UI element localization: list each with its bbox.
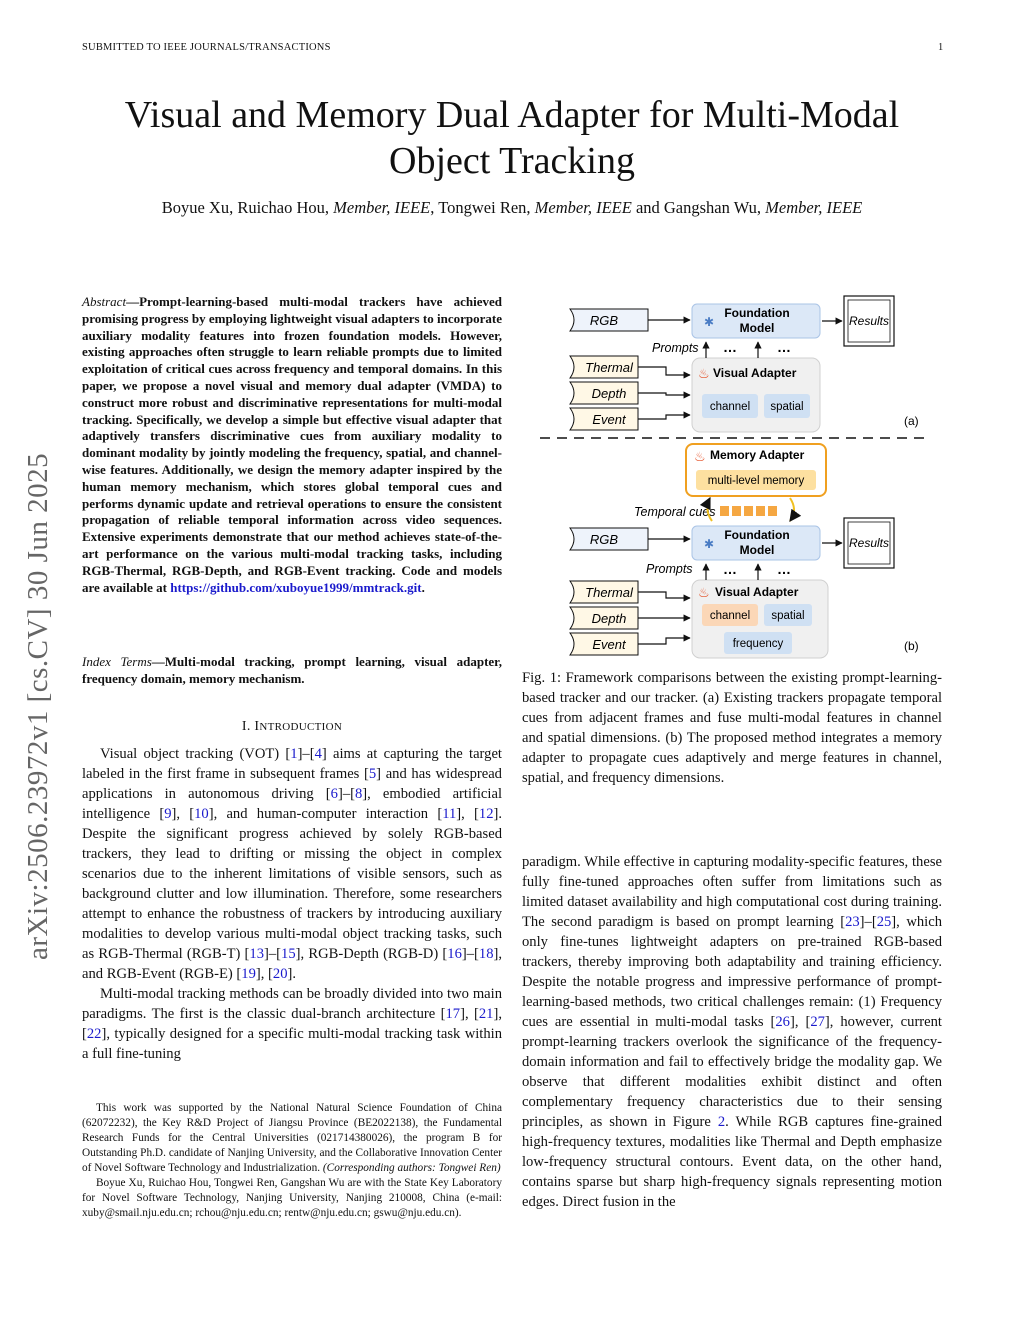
title-line-1: Visual and Memory Dual Adapter for Multi-Modal [124,94,900,136]
foundation-model-label: Model [739,543,775,557]
citation-link[interactable]: 27 [810,1014,825,1030]
abstract [82,294,502,596]
citation-link[interactable]: 17 [445,1006,461,1022]
ellipsis: … [777,339,791,355]
citation-link[interactable]: 16 [447,946,462,962]
corresponding-authors: (Corresponding authors: Tongwei Ren) [322,1162,501,1174]
figure-reference-link[interactable]: 2 [717,1114,726,1130]
index-terms [82,654,502,688]
intro-paragraph: Multi-modal tracking methods can be broadly divided into two main paradigms. The first is the classic dual-branch architecture [17], [21], [22], typically designed for a specific multi-modal tracking task within a full fine-tuning [82,986,502,1062]
multi-level-memory-label: multi-level memory [707,475,805,487]
abstract-end: . [421,579,425,595]
running-header: SUBMITTED TO IEEE JOURNALS/TRANSACTIONS [82,42,331,53]
temporal-cue-tokens [720,506,777,516]
citation-link[interactable]: 12 [478,806,494,822]
prompts-label: Prompts [646,562,693,576]
ellipsis: … [723,561,737,577]
citation-link[interactable]: 23 [845,914,860,930]
authors-text: and Gangshan Wu, [631,198,766,217]
citation-link[interactable]: 22 [86,1026,102,1042]
intro-left-column [82,744,502,1064]
label-b: (b) [904,639,919,653]
figure-caption: Fig. 1: Framework comparisons between the existing prompt-learning-based tracker and our tracker. (a) Existing trackers propagate temporal cues from adjacent frames and fuse multi-modal features in channel and spatial dimensions. (b) The proposed method integrates a memory adapter to propagate cues adaptively and merge features in channel, spatial, and frequency dimensions. [522,670,942,786]
footnote [82,1101,502,1221]
affiliation-note: Boyue Xu, Ruichao Hou, Tongwei Ren, Gangshan Wu are with the State Key Laboratory for Novel Software Technology, Nanjing University, Nanjing 210008, China (e-mail: xuby@smail.nju.edu.cn; rchou@nju.edu.cn; rentw@nju.edu.cn; gswu@nju.edu.cn). [82,1177,502,1219]
citation-link[interactable]: 9 [164,806,172,822]
citation-link[interactable]: 4 [314,746,322,762]
title-line-2: Object Tracking [389,140,635,182]
frequency-label: frequency [732,638,784,650]
ellipsis: … [777,561,791,577]
input-thermal-label: Thermal [585,585,633,600]
results-label: Results [848,536,890,550]
section-number: I. [241,719,255,734]
citation-link[interactable]: 21 [478,1006,494,1022]
index-terms-text: —Multi-modal tracking, prompt learning, visual adapter, frequency domain, memory mechanism. [82,654,502,686]
input-depth-label: Depth [591,386,627,401]
spatial-label: spatial [771,610,805,622]
label-a: (a) [904,414,919,428]
input-event-label: Event [592,412,626,427]
input-rgb-label: RGB [589,313,619,328]
citation-link[interactable]: 20 [272,966,288,982]
authors-text: , Tongwei Ren, [430,198,535,217]
visual-adapter-label: Visual Adapter [713,366,797,380]
ellipsis: … [723,339,737,355]
results-label: Results [848,314,890,328]
flame-icon: ♨ [694,449,706,464]
membership: Member, IEEE [765,198,863,217]
citation-link[interactable]: 8 [355,786,363,802]
snowflake-icon: ✱ [704,315,715,329]
flame-icon: ♨ [698,366,710,381]
author-line [60,198,964,218]
membership: Member, IEEE [333,198,431,217]
visual-adapter-label: Visual Adapter [715,585,799,599]
citation-link[interactable]: 26 [775,1014,790,1030]
arxiv-stamp: arXiv:2506.23972v1 [cs.CV] 30 Jun 2025 [22,452,54,960]
section-initial: I [254,719,260,734]
channel-label: channel [709,401,751,413]
snowflake-icon: ✱ [704,537,715,551]
channel-label: channel [709,610,751,622]
input-event-label: Event [592,637,626,652]
page-number: 1 [938,42,944,53]
input-rgb-label: RGB [589,532,619,547]
citation-link[interactable]: 10 [194,806,209,822]
membership: Member, IEEE [534,198,632,217]
abstract-label: Abstract [82,294,127,309]
authors-text: Boyue Xu, Ruichao Hou, [161,198,334,217]
code-link[interactable]: https://github.com/xuboyue1999/mmtrack.git [170,579,422,595]
intro-right-column: paradigm. While effective in capturing modality-specific features, these fully fine-tuned approaches often suffer from limitations such as limited dataset availability and high computational cost during training. The second paradigm is based on prompt learning [23]–[25], which only fine-tunes lightweight adapters on pre-trained RGB-based trackers, thereby improving both adaptability and training efficiency. Despite the notable progress and impressive performance of prompt-learning-based methods, two critical challenges remain: (1) Frequency cues are essential in multi-modal tasks [26], [27], however, current prompt-learning trackers overlook the significance of the frequency-domain information and fail to effectively bridge the modality gap. We observe that different modalities exhibit distinct and often complementary frequency characteristics due to their sensing principles, as shown in Figure 2. While RGB captures fine-grained high-frequency textures, modalities like Thermal and Depth emphasize low-frequency structural contours. Event data, on the other hand, contains sparse but sharp high-frequency signals representing motion edges. Direct fusion in the [522,854,942,1210]
citation-link[interactable]: 5 [368,766,377,782]
funding-note: This work was supported by the National Natural Science Foundation of China (62072232), the Key R&D Project of Jiangsu Province (BE2022138), the Fundamental Research Funds for the Central Universities (021714380026), the program B for Outstanding Ph.D. candidate of Nanjing University, and the Collaborative Innovation Center of Novel Software Technology and Industrialization. (Corresponding authors: Tongwei Ren) [82,1102,502,1174]
foundation-model-label: Foundation [724,528,790,542]
citation-link[interactable]: 25 [876,914,892,930]
index-terms-label: Index Terms [82,654,152,669]
foundation-model-label: Model [739,321,775,335]
citation-link[interactable]: 13 [249,946,265,962]
citation-link[interactable]: 19 [241,966,256,982]
paper-title [60,92,964,184]
citation-link[interactable]: 6 [330,786,338,802]
section-heading-introduction [82,719,502,735]
abstract-text: —Prompt-learning-based multi-modal trackers have achieved promising progress by employing lightweight visual adapters to incorporate auxiliary modality features into frozen foundation models. However, existing approaches often struggle to learn reliable prompts due to limited exploitation of critical cues across frequency and temporal domains. In this paper, we propose a novel visual and memory dual adapter (VMDA) to construct more robust and discriminative representations for multi-modal tracking. Specifically, we develop a simple but effective visual adapter that adaptively transfers discriminative cues from auxiliary modality to dominant modality by jointly modeling the frequency, spatial, and channel-wise features. Additionally, we design the memory adapter inspired by the human memory mechanism, which stores global temporal cues and performs dynamic update and retrieval operations to ensure the consistent propagation of reliable temporal information across video sequences. Extensive experiments demonstrate that our method achieves state-of-the-art performance on the various multi-modal tracking tasks, including RGB-Thermal, RGB-Depth, and RGB-Event tracking. Code and models are available at [82,294,502,595]
intro-paragraph: Visual object tracking (VOT) [1]–[4] aims at capturing the target labeled in the first frame in subsequent frames [5] and has widespread applications in autonomous driving [6]–[8], embodied artificial intelligence [9], [10], and human-computer interaction [11], [12]. Despite the significant progress achieved by solely RGB-based trackers, they lead to drifting or missing the object in complex scenarios due to the inherent limitations of visible sensors, such as background clutter and low illumination. Therefore, some researchers attempt to enhance the robustness of trackers by introducing auxiliary modalities to develop various multi-modal object tracking tasks, such as RGB-Thermal (RGB-T) [13]–[15], RGB-Depth (RGB-D) [16]–[18], and RGB-Event (RGB-E) [19], [20]. [82,746,502,982]
citation-link[interactable]: 1 [290,746,298,762]
spatial-label: spatial [770,401,804,413]
temporal-cues-label: Temporal cues [634,505,716,519]
citation-link[interactable]: 15 [281,946,296,962]
flame-icon: ♨ [698,585,710,600]
prompts-label: Prompts [652,341,699,355]
figure-1-framework-diagram [530,292,930,660]
citation-link[interactable]: 18 [478,946,494,962]
foundation-model-label: Foundation [724,306,790,320]
section-rest: NTRODUCTION [259,721,343,733]
input-thermal-label: Thermal [585,360,633,375]
citation-link[interactable]: 11 [442,806,457,822]
input-depth-label: Depth [591,611,627,626]
memory-adapter-label: Memory Adapter [710,448,805,462]
